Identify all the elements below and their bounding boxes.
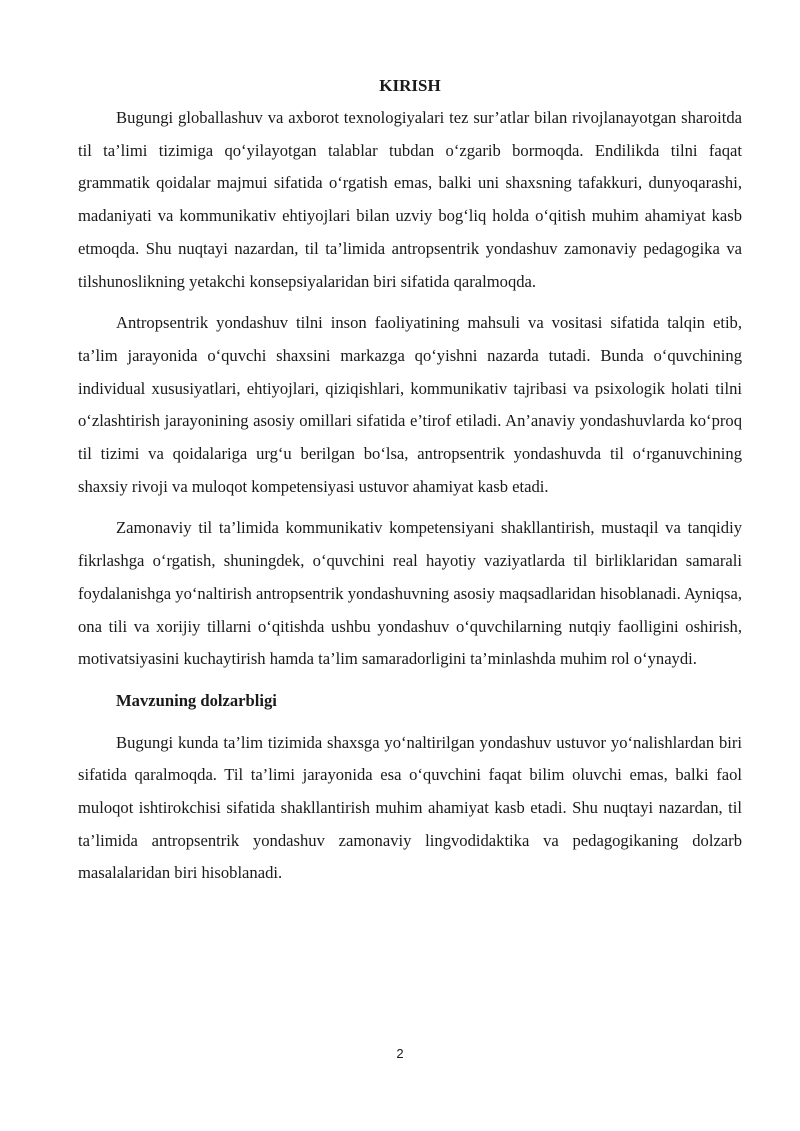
page-title: KIRISH [379,76,441,95]
page-number: 2 [396,1046,404,1061]
paragraph-2: Antropsentrik yondashuv tilni inson faoliyatining mahsuli va vositasi sifatida talqin etib, ta’lim jarayonida o‘quvchi shaxsini markazga qo‘yishni nazarda tutadi. Bunda o‘quvchining individual xususiyatlari, ehtiyojlari, qiziqishlari, kommunikativ tajribasi va psixologik holati tilni o‘zlashtirish jarayonining asosiy omillari sifatida e’tirof etiladi. An’anaviy yondashuvlarda ko‘proq til tizimi va qoidalariga urg‘u berilgan bo‘lsa, antropsentrik yondashuvda til o‘rganuvchining shaxsiy rivoji va muloqot kompetensiyasi ustuvor ahamiyat kasb etadi. [78,313,742,496]
paragraph-1: Bugungi globallashuv va axborot texnologiyalari tez sur’atlar bilan rivojlanayotgan sharoitda til ta’limi tizimiga qo‘yilayotgan talablar tubdan o‘zgarib bormoqda. Endilikda tilni faqat grammatik qoidalar majmui sifatida o‘rgatish emas, balki uni shaxsning tafakkuri, dunyoqarashi, madaniyati va kommunikativ ehtiyojlari bilan uzviy bog‘liq holda o‘qitish muhim ahamiyat kasb etmoqda. Shu nuqtayi nazardan, til ta’limida antropsentrik yondashuv zamonaviy pedagogika va tilshunoslikning yetakchi konsepsiyalaridan biri sifatida qaralmoqda. [78,108,742,291]
page-content [78,72,742,899]
section-paragraph: Bugungi kunda ta’lim tizimida shaxsga yo‘naltirilgan yondashuv ustuvor yo‘nalishlardan biri sifatida qaralmoqda. Til ta’limi jarayonida esa o‘quvchini faqat bilim oluvchi emas, balki faol muloqot ishtirokchisi sifatida shakllantirish muhim ahamiyat kasb etadi. Shu nuqtayi nazardan, til ta’limida antropsentrik yondashuv zamonaviy lingvodidaktika va pedagogikaning dolzarb masalalaridan biri hisoblanadi. [78,732,742,883]
section-heading: Mavzuning dolzarbligi [116,690,277,710]
paragraph-3: Zamonaviy til ta’limida kommunikativ kompetensiyani shakllantirish, mustaqil va tanqidiy fikrlashga o‘rgatish, shuningdek, o‘quvchini real hayotiy vaziyatlarda til birliklaridan samarali foydalanishga yo‘naltirish antropsentrik yondashuvning asosiy maqsadlaridan hisoblanadi. Ayniqsa, ona tili va xorijiy tillarni o‘qitishda ushbu yondashuv o‘quvchilarning nutqiy faolligini oshirish, motivatsiyasini kuchaytirish hamda ta’lim samaradorligini ta’minlashda muhim rol o‘ynaydi. [78,518,742,669]
